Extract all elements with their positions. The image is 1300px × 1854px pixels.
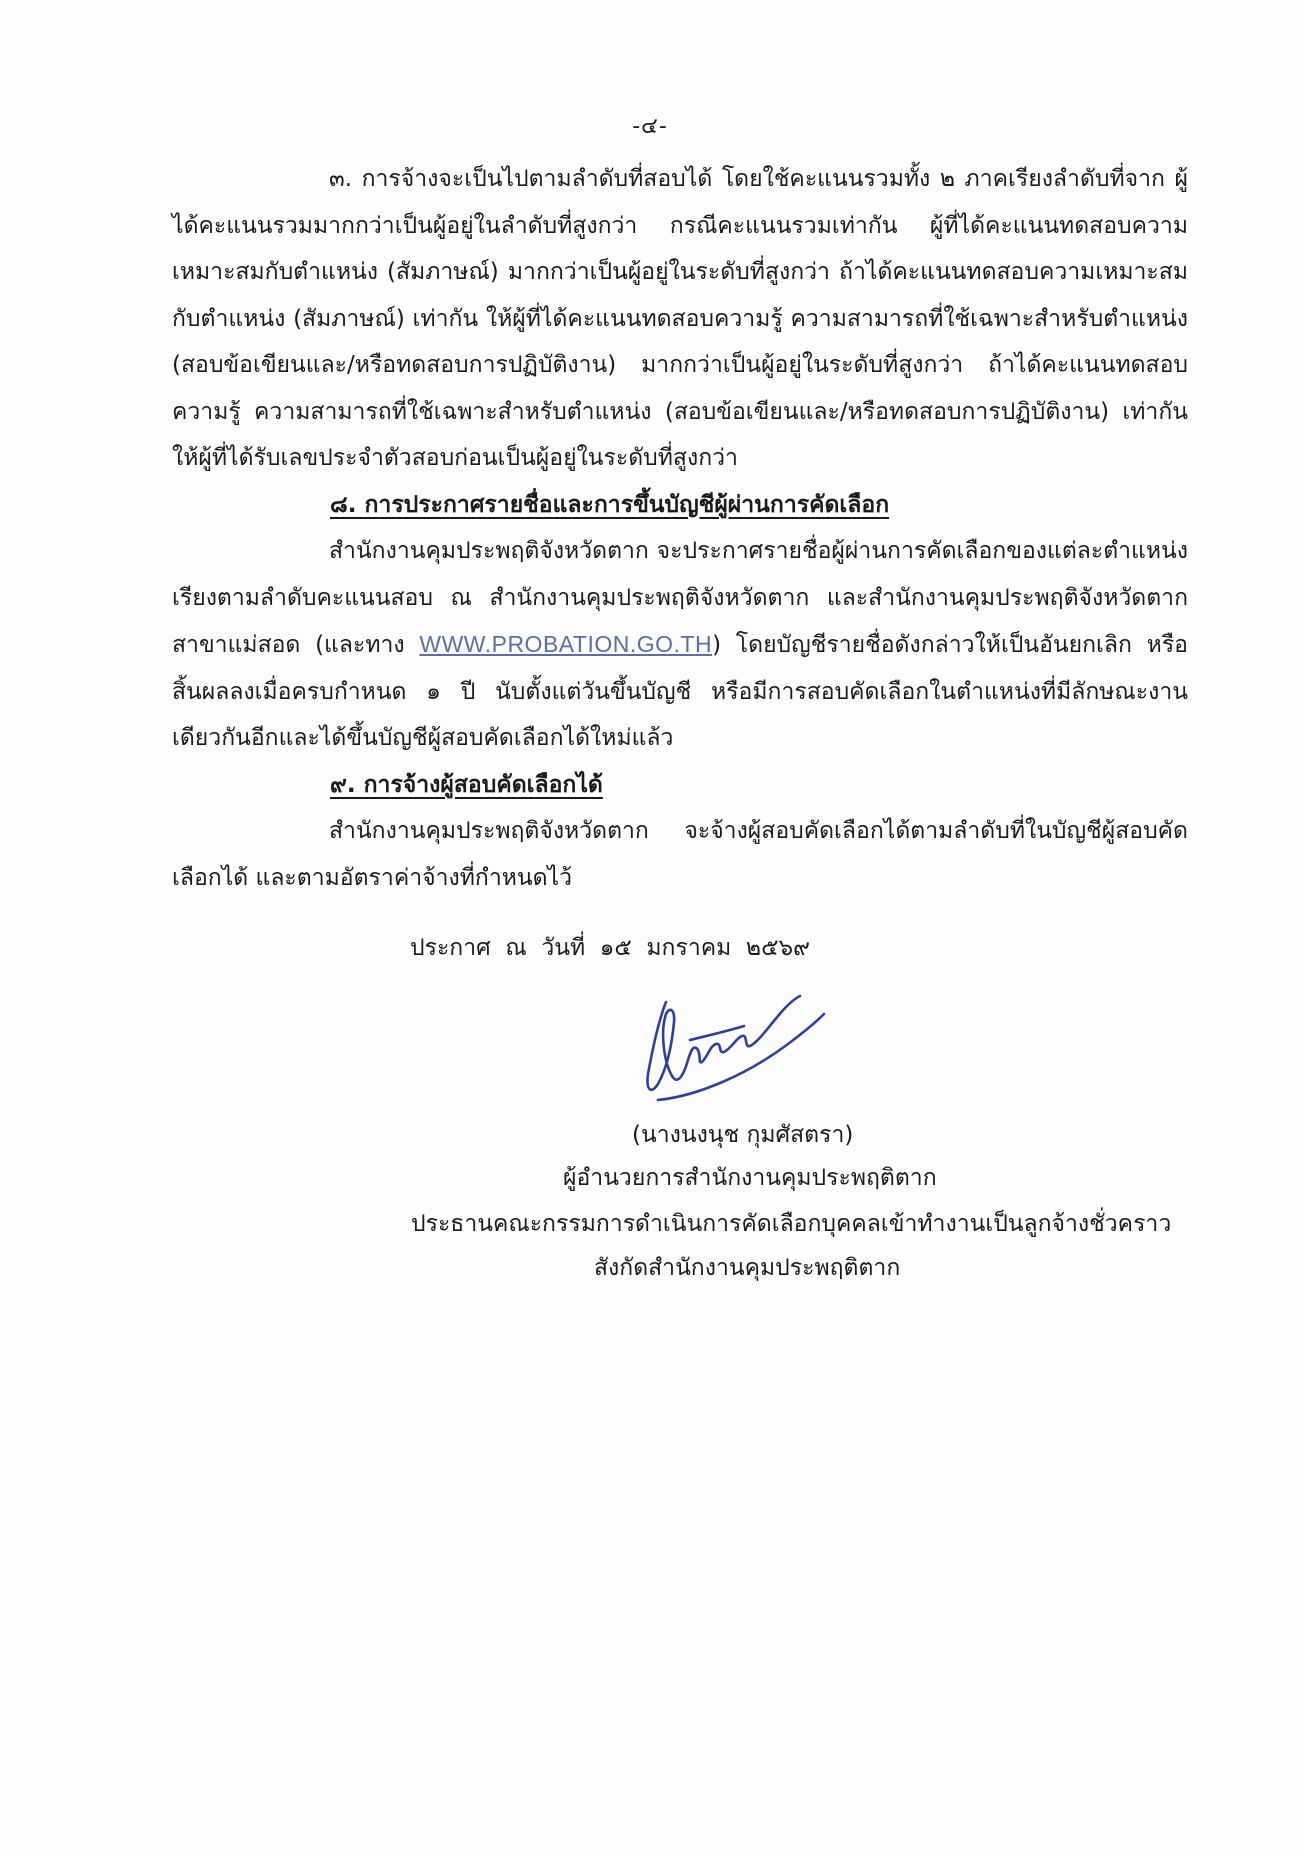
body-text	[172, 156, 1188, 901]
section-8-text-part-1: สำนักงานคุมประพฤติจังหวัดตาก จะประกาศรายชื่อผู้ผ่านการคัดเลือกของแต่ละตำแหน่ง เรียงตามลำดับคะแนนสอบ ณ สำนักงานคุมประพฤติจังหวัดตาก และสำนักงานคุมประพฤติจังหวัดตาก สาขาแม่สอด (และทาง	[172, 538, 1188, 658]
section-8-paragraph	[172, 528, 1188, 762]
section-8-text-part-2: ) โดยบัญชีรายชื่อดังกล่าวให้เป็นอันยกเลิก หรือสิ้นผลลงเมื่อครบกำหนด ๑ ปี นับตั้งแต่วันขึ้นบัญชี หรือมีการสอบคัดเลือกในตำแหน่งที่มีลักษณะงานเดียวกันอีกและได้ขึ้นบัญชีผู้สอบคัดเลือกได้ใหม่แล้ว	[172, 632, 1188, 751]
signatory-affiliation: สังกัดสำนักงานคุมประพฤติตาก	[594, 1255, 901, 1281]
section-9-heading: ๙. การจ้างผู้สอบคัดเลือกได้	[330, 771, 603, 798]
signatory-position-director: ผู้อำนวยการสำนักงานคุมประพฤติตาก	[563, 1165, 937, 1191]
announcement-date: ประกาศ ณ วันที่ ๑๕ มกราคม ๒๕๖๙	[410, 935, 810, 961]
page-number: -๔-	[632, 114, 668, 139]
signatory-position-chairman: ประธานคณะกรรมการดำเนินการคัดเลือกบุคคลเข้าทำงานเป็นลูกจ้างชั่วคราว	[411, 1211, 1172, 1237]
section-8-heading: ๘. การประกาศรายชื่อและการขึ้นบัญชีผู้ผ่านการคัดเลือก	[330, 491, 890, 518]
clause-3-paragraph: ๓. การจ้างจะเป็นไปตามลำดับที่สอบได้ โดยใช้คะแนนรวมทั้ง ๒ ภาคเรียงลำดับที่จาก ผู้ได้คะแนนรวมมากกว่าเป็นผู้อยู่ในลำดับที่สูงกว่า กรณีคะแนนรวมเท่ากัน ผู้ที่ได้คะแนนทดสอบความเหมาะสมกับตำแหน่ง (สัมภาษณ์) มากกว่าเป็นผู้อยู่ในระดับที่สูงกว่า ถ้าได้คะแนนทดสอบความเหมาะสมกับตำแหน่ง (สัมภาษณ์) เท่ากัน ให้ผู้ที่ได้คะแนนทดสอบความรู้ ความสามารถที่ใช้เฉพาะสำหรับตำแหน่ง (สอบข้อเขียนและ/หรือทดสอบการปฏิบัติงาน) มากกว่าเป็นผู้อยู่ในระดับที่สูงกว่า ถ้าได้คะแนนทดสอบความรู้ ความสามารถที่ใช้เฉพาะสำหรับตำแหน่ง (สอบข้อเขียนและ/หรือทดสอบการปฏิบัติงาน) เท่ากัน ให้ผู้ที่ได้รับเลขประจำตัวสอบก่อนเป็นผู้อยู่ในระดับที่สูงกว่า	[172, 166, 1188, 471]
probation-website-link[interactable]: WWW.PROBATION.GO.TH	[419, 631, 713, 657]
handwritten-signature	[628, 992, 828, 1110]
section-9-paragraph: สำนักงานคุมประพฤติจังหวัดตาก จะจ้างผู้สอบคัดเลือกได้ตามลำดับที่ในบัญชีผู้สอบคัดเลือกได้ และตามอัตราค่าจ้างที่กำหนดไว้	[172, 818, 1188, 891]
signatory-name: (นางนงนุช กุมศัสตรา)	[632, 1122, 854, 1148]
